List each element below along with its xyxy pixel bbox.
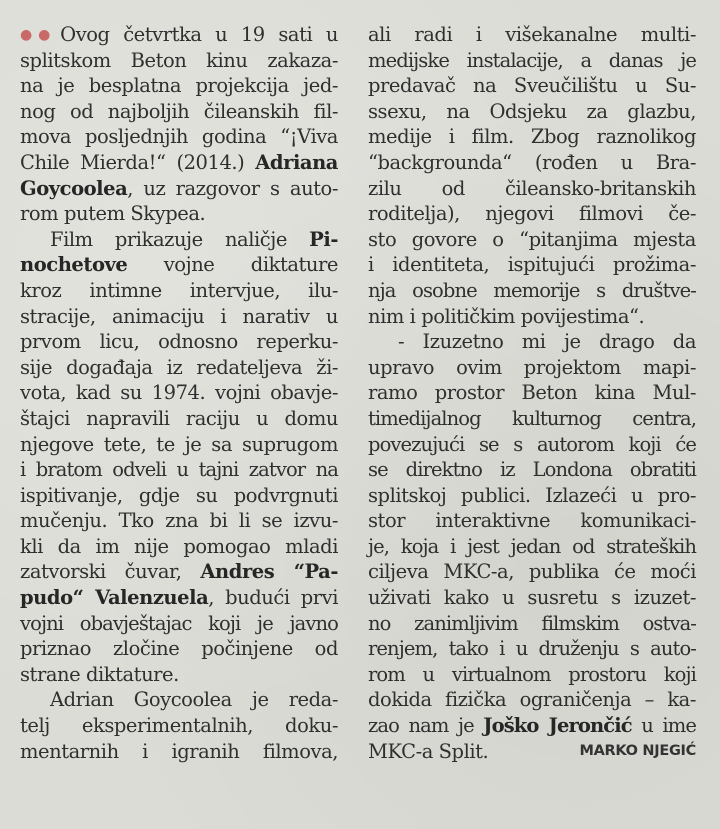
article-line bbox=[368, 508, 696, 534]
text-run: timedijalnog kulturnog centra, bbox=[368, 406, 696, 430]
article-line bbox=[20, 252, 338, 278]
text-run: Film prikazuje naličje bbox=[50, 227, 310, 251]
article-line bbox=[368, 73, 696, 99]
bold-name: Pi- bbox=[309, 227, 338, 251]
text-run: mentarnih i igranih filmova, bbox=[20, 739, 338, 763]
text-run: štajci napravili raciju u domu bbox=[20, 406, 338, 430]
article-line bbox=[368, 201, 696, 227]
article-line bbox=[20, 355, 338, 381]
article-line bbox=[20, 636, 338, 662]
article-line bbox=[20, 99, 338, 125]
article-line bbox=[368, 99, 696, 125]
article-line bbox=[20, 559, 338, 585]
article-line bbox=[20, 176, 338, 202]
text-run: ispitivanje, gdje su podvrgnuti bbox=[20, 483, 338, 507]
text-run: vojne diktature bbox=[127, 253, 338, 277]
article-line bbox=[20, 483, 338, 509]
text-run: “backgrounda“ (rođen u Bra- bbox=[368, 150, 696, 174]
article-line bbox=[20, 534, 338, 560]
text-run: nim i političkim povijestima“. bbox=[368, 304, 645, 328]
text-run: telj eksperimentalnih, doku- bbox=[20, 714, 338, 738]
text-run: vojni obavještajac koji je javno bbox=[20, 611, 338, 635]
article-line bbox=[20, 124, 338, 150]
article-line bbox=[368, 611, 696, 637]
text-run: mučenju. Tko zna bi li se izvu- bbox=[20, 509, 338, 533]
text-run: ssexu, na Odsjeku za glazbu, bbox=[368, 99, 696, 123]
text-run: zao nam je bbox=[368, 714, 484, 738]
text-run: kroz intimne intervjue, ilu- bbox=[20, 278, 338, 302]
text-run: Ovog četvrtka u 19 sati u bbox=[60, 23, 338, 46]
text-run: renjem, tako i u druženju s auto- bbox=[368, 637, 696, 661]
text-run: , uz razgovor s auto- bbox=[127, 176, 338, 200]
text-run: stor interaktivne komunikaci- bbox=[368, 509, 696, 533]
text-run: zatvorski čuvar, bbox=[20, 560, 201, 584]
text-run: sto govore o “pitanjima mjesta bbox=[368, 227, 696, 251]
article-line bbox=[368, 457, 696, 483]
article-line bbox=[20, 329, 338, 355]
text-run: zilu od čileansko-britanskih bbox=[368, 176, 696, 200]
text-run: - Izuzetno mi je drago da bbox=[398, 330, 696, 354]
text-run: mova posljednjih godina “¡Viva bbox=[20, 125, 338, 149]
article-column-right bbox=[368, 22, 696, 764]
article-line bbox=[368, 355, 696, 381]
article-line bbox=[20, 22, 338, 48]
text-run: ramo prostor Beton kina Mul- bbox=[368, 381, 696, 405]
article-line bbox=[368, 662, 696, 688]
bold-name: nochetove bbox=[20, 253, 128, 277]
text-run: nog od najboljih čileanskih fil- bbox=[20, 99, 338, 123]
text-run: splitskom Beton kinu zakaza- bbox=[20, 48, 338, 72]
bold-name: Joško Jerončić bbox=[483, 714, 632, 738]
article-line bbox=[368, 48, 696, 74]
article-line bbox=[368, 380, 696, 406]
article-line bbox=[368, 432, 696, 458]
text-run: Chile Mierda!“ (2014.) bbox=[20, 150, 256, 174]
article-line bbox=[20, 48, 338, 74]
article-line bbox=[368, 713, 696, 739]
text-run: medije i film. Zbog raznolikog bbox=[368, 125, 696, 149]
text-run: njegove tete, te je sa suprugom bbox=[20, 432, 338, 456]
text-run: sije događaja iz redateljeva ži- bbox=[20, 355, 338, 379]
article-line bbox=[368, 585, 696, 611]
article-line bbox=[20, 227, 338, 253]
article-line bbox=[368, 124, 696, 150]
article-line bbox=[20, 457, 338, 483]
article-line bbox=[368, 559, 696, 585]
article-line bbox=[20, 406, 338, 432]
article-line bbox=[368, 687, 696, 713]
text-run: MKC-a Split. bbox=[368, 739, 489, 763]
bold-name: Adriana bbox=[255, 150, 338, 174]
article-line bbox=[368, 304, 696, 330]
text-run: nja osobne memorije s društve- bbox=[368, 278, 696, 302]
article-line bbox=[20, 662, 338, 688]
bold-name: Andres “Pa- bbox=[200, 560, 338, 584]
text-run: u ime bbox=[631, 714, 696, 738]
article-line bbox=[368, 22, 696, 48]
article-line bbox=[368, 636, 696, 662]
article-line bbox=[20, 150, 338, 176]
text-run: rom putem Skypea. bbox=[20, 202, 206, 226]
article-line bbox=[20, 73, 338, 99]
text-run: povezujući se s autorom koji će bbox=[368, 432, 696, 456]
text-run: upravo ovim projektom mapi- bbox=[368, 355, 696, 379]
article-line bbox=[20, 432, 338, 458]
bold-name: Goycoolea bbox=[20, 176, 128, 200]
article-line bbox=[20, 380, 338, 406]
article-line bbox=[20, 304, 338, 330]
text-run: predavač na Sveučilištu u Su- bbox=[368, 74, 696, 98]
article-line bbox=[20, 687, 338, 713]
article-line bbox=[368, 278, 696, 304]
text-run: splitskoj publici. Izlazeći u pro- bbox=[368, 483, 696, 507]
article-line bbox=[368, 483, 696, 509]
article-line bbox=[368, 150, 696, 176]
article-line bbox=[20, 508, 338, 534]
text-run: medijske instalacije, a danas je bbox=[368, 48, 696, 72]
text-run: strane diktature. bbox=[20, 662, 179, 686]
text-run: rom u virtualnom prostoru koji bbox=[368, 662, 696, 686]
article-column-left bbox=[20, 22, 338, 764]
text-run: je, koja i jest jedan od strateških bbox=[368, 534, 696, 558]
text-run: ciljeva MKC-a, publika će moći bbox=[368, 560, 696, 584]
text-run: stracije, animaciju i narativ u bbox=[20, 304, 338, 328]
text-run: prvom licu, odnosno reperku- bbox=[20, 330, 338, 354]
text-run: ali radi i višekanalne multi- bbox=[368, 23, 696, 46]
text-run: vota, kad su 1974. vojni obavje- bbox=[20, 381, 338, 405]
article-line bbox=[20, 713, 338, 739]
article-line bbox=[368, 329, 696, 355]
article-line bbox=[368, 227, 696, 253]
text-run: na je besplatna projekcija jed- bbox=[20, 74, 338, 98]
article-line bbox=[368, 252, 696, 278]
text-run: uživati kako u susretu s izuzet- bbox=[368, 586, 696, 610]
article-line bbox=[368, 406, 696, 432]
text-run: i bratom odveli u tajni zatvor na bbox=[20, 458, 338, 482]
red-bullet-icon: ●● bbox=[20, 27, 57, 43]
text-run: no zanimljivim filmskim ostva- bbox=[368, 611, 696, 635]
article-line bbox=[20, 611, 338, 637]
article-line bbox=[368, 534, 696, 560]
text-run: priznao zločine počinjene od bbox=[20, 637, 338, 661]
bold-name: pudo“ Valenzuela bbox=[20, 586, 209, 610]
article-line bbox=[368, 176, 696, 202]
article-line bbox=[20, 739, 338, 765]
text-run: roditelja), njegovi filmovi če- bbox=[368, 202, 696, 226]
author-byline: MARKO NJEGIĆ bbox=[579, 742, 696, 759]
text-run: kli da im nije pomogao mladi bbox=[20, 534, 338, 558]
text-run: Adrian Goycoolea je reda- bbox=[50, 688, 338, 712]
text-run: , budući prvi bbox=[208, 586, 338, 610]
article-line bbox=[20, 585, 338, 611]
article-line bbox=[20, 201, 338, 227]
text-run: dokida fizička ograničenja – ka- bbox=[368, 688, 696, 712]
article-line bbox=[20, 278, 338, 304]
text-run: i identiteta, ispitujući prožima- bbox=[368, 253, 696, 277]
article-line bbox=[368, 739, 696, 765]
text-run: se direktno iz Londona obratiti bbox=[368, 458, 696, 482]
